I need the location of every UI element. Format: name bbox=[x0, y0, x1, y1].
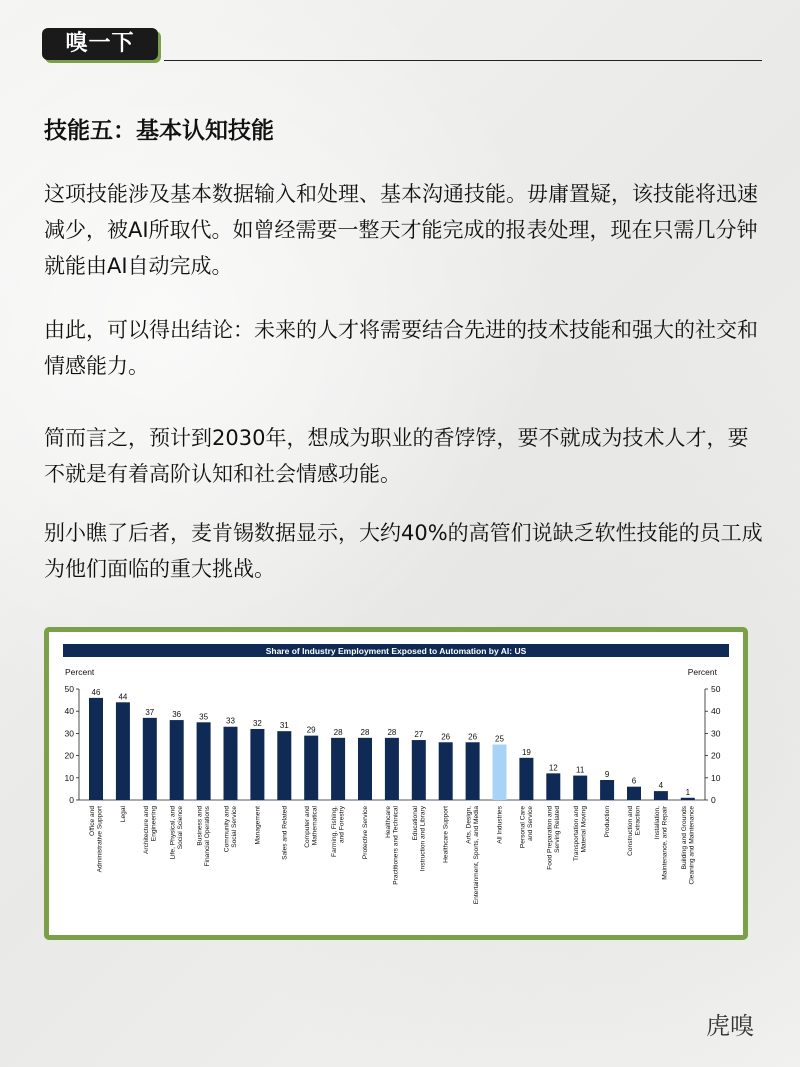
x-tick-label-line: All Industries bbox=[496, 806, 504, 844]
bar bbox=[250, 729, 264, 800]
x-tick-label-line: Business and bbox=[196, 806, 204, 846]
bar bbox=[493, 745, 507, 801]
x-tick-label-line: Entertainment, Sports, and Media bbox=[473, 806, 481, 905]
x-tick-label-line: Management bbox=[254, 806, 262, 845]
x-tick-label-line: Mathematical bbox=[311, 806, 319, 846]
x-tick-label bbox=[170, 806, 185, 860]
header-divider bbox=[164, 60, 762, 61]
x-tick-label bbox=[466, 806, 481, 905]
y-tick-label-left: 0 bbox=[69, 795, 74, 805]
x-tick-label bbox=[497, 805, 504, 843]
bar-value-label: 36 bbox=[172, 710, 182, 720]
bar bbox=[466, 742, 480, 800]
x-tick-label-line: Production bbox=[604, 806, 612, 838]
bar bbox=[654, 791, 668, 800]
x-tick-label-line: Healthcare Support bbox=[442, 806, 450, 863]
bar bbox=[89, 698, 103, 800]
x-tick-label bbox=[254, 806, 261, 845]
bar-value-label: 1 bbox=[685, 787, 691, 797]
x-tick-label-line: Community and bbox=[223, 806, 231, 853]
x-tick-label-line: Transportation and bbox=[573, 806, 581, 862]
x-tick-label bbox=[89, 806, 104, 873]
x-tick-label-line: Administrative Support bbox=[96, 806, 104, 873]
x-tick-label-line: Financial Operations bbox=[204, 806, 212, 867]
bar-value-label: 4 bbox=[658, 781, 664, 791]
bar-value-label: 6 bbox=[631, 776, 637, 786]
bar bbox=[412, 740, 426, 800]
bar bbox=[331, 738, 345, 800]
y-tick-label-right: 50 bbox=[711, 684, 721, 694]
x-tick-label bbox=[443, 806, 450, 863]
chart-frame bbox=[44, 627, 748, 940]
x-tick-label bbox=[120, 805, 127, 822]
x-tick-label-line: Maintenance, and Repair bbox=[661, 806, 669, 880]
x-tick-label-line: Protective Service bbox=[362, 806, 369, 860]
y-tick-label-right: 0 bbox=[711, 795, 716, 805]
x-tick-label bbox=[654, 805, 669, 879]
chart-title: Share of Industry Employment Exposed to Automation by AI: US bbox=[265, 646, 527, 656]
x-tick-label-line: Material Moving bbox=[580, 806, 588, 853]
bar-value-label: 35 bbox=[199, 712, 209, 722]
bar-value-label: 44 bbox=[118, 692, 128, 702]
x-tick-label-line: Sales and Related bbox=[281, 806, 289, 860]
bar bbox=[170, 720, 184, 800]
x-tick-label bbox=[604, 806, 611, 838]
x-tick-label bbox=[143, 806, 158, 854]
y-tick-label-left: 50 bbox=[64, 684, 74, 694]
x-tick-label-line: Engineering bbox=[150, 806, 158, 842]
bar-value-label: 28 bbox=[387, 727, 397, 737]
x-tick-label-line: Social Science bbox=[177, 806, 185, 850]
x-tick-label-line: Cleaning and Maintenance bbox=[688, 806, 696, 885]
x-tick-label-line: Office and bbox=[89, 806, 96, 836]
x-tick-label bbox=[304, 805, 319, 847]
x-tick-label-line: Farming, Fishing, bbox=[331, 806, 339, 857]
x-tick-label-line: Architecture and bbox=[142, 806, 150, 855]
y-tick-label-right: 20 bbox=[711, 750, 721, 761]
x-tick-label bbox=[412, 805, 427, 871]
bar-value-label: 25 bbox=[495, 734, 504, 744]
watermark-logo: 虎嗅 bbox=[706, 1012, 754, 1040]
bar bbox=[116, 702, 130, 800]
bar bbox=[385, 738, 399, 800]
y-tick-label-left: 10 bbox=[64, 772, 74, 783]
x-tick-label bbox=[362, 806, 369, 859]
bar bbox=[681, 798, 695, 800]
bar-value-label: 29 bbox=[306, 725, 316, 735]
y-tick-label-right: 10 bbox=[711, 772, 721, 783]
y-tick-label-left: 20 bbox=[64, 750, 74, 761]
section-badge: 嗅一下 bbox=[42, 28, 158, 60]
bar-value-label: 33 bbox=[226, 716, 235, 726]
y-axis-label-left: Percent bbox=[65, 667, 95, 677]
x-tick-label-line: Social Service bbox=[231, 806, 238, 848]
x-tick-label-line: Extraction bbox=[634, 806, 642, 836]
bar bbox=[600, 780, 614, 800]
bar bbox=[224, 727, 238, 800]
x-tick-label bbox=[681, 805, 696, 884]
paragraph-1: 这项技能涉及基本数据输入和处理、基本沟通技能。毋庸置疑，该技能将迅速减少，被AI所取代。如曾经需要一整天才能完成的报表处理，现在只需几分钟就能由AI自动完成。 bbox=[44, 182, 758, 278]
x-tick-label-line: Arts, Design, bbox=[465, 806, 473, 844]
bar-value-label: 27 bbox=[414, 730, 424, 740]
x-tick-label-line: and Forestry bbox=[338, 806, 346, 844]
bar bbox=[358, 738, 372, 800]
bar-value-label: 26 bbox=[468, 732, 478, 742]
bar-value-label: 9 bbox=[604, 770, 610, 780]
x-tick-label-line: Healthcare bbox=[384, 806, 392, 838]
x-tick-label-line: Food Preparation and bbox=[546, 806, 554, 870]
bar-value-label: 37 bbox=[145, 707, 155, 717]
bar-value-label: 32 bbox=[252, 718, 262, 728]
x-tick-label-line: Instruction and Library bbox=[419, 806, 427, 872]
x-tick-label bbox=[627, 806, 642, 856]
y-tick-label-right: 40 bbox=[711, 706, 721, 717]
bar bbox=[277, 731, 291, 800]
x-tick-label-line: Practitioners and Technical bbox=[392, 806, 400, 885]
x-tick-label bbox=[331, 805, 346, 857]
automation-exposure-chart bbox=[49, 632, 743, 935]
x-tick-label bbox=[519, 806, 534, 848]
bar bbox=[519, 758, 533, 800]
x-tick-label-line: Legal bbox=[119, 806, 127, 823]
x-tick-label-line: Installation, bbox=[653, 806, 661, 840]
bar bbox=[304, 736, 318, 800]
x-tick-label-line: Serving Related bbox=[553, 806, 561, 853]
bar-value-label: 31 bbox=[279, 721, 289, 731]
x-tick-label bbox=[573, 806, 588, 861]
y-tick-label-left: 40 bbox=[64, 706, 74, 717]
y-tick-label-right: 30 bbox=[711, 728, 721, 739]
bar bbox=[573, 776, 587, 800]
x-tick-label-line: Educational bbox=[411, 806, 419, 841]
x-tick-label bbox=[385, 805, 400, 884]
bar-value-label: 19 bbox=[521, 747, 531, 757]
x-tick-label-line: and Service bbox=[526, 806, 534, 841]
x-tick-label-line: Construction and bbox=[627, 806, 634, 856]
paragraph-3: 简而言之，预计到2030年，想成为职业的香饽饽，要不就成为技术人才，要不就是有着高阶认知和社会情感功能。 bbox=[44, 426, 749, 486]
y-tick-label-left: 30 bbox=[64, 728, 74, 739]
bar bbox=[143, 718, 157, 800]
bar bbox=[546, 773, 560, 800]
x-tick-label-line: Building and Grounds bbox=[680, 806, 688, 870]
bar bbox=[197, 722, 211, 800]
bar-value-label: 11 bbox=[576, 765, 585, 775]
bar-value-label: 28 bbox=[333, 727, 343, 737]
paragraph-2: 由此，可以得出结论：未来的人才将需要结合先进的技术技能和强大的社交和情感能力。 bbox=[44, 318, 758, 378]
x-tick-label bbox=[224, 806, 239, 853]
section-title: 技能五：基本认知技能 bbox=[44, 118, 274, 144]
x-tick-label-line: Life, Physical, and bbox=[169, 806, 177, 860]
bar-value-label: 26 bbox=[441, 732, 451, 742]
x-tick-label-line: Personal Care bbox=[519, 806, 527, 849]
paragraph-4: 别小瞧了后者，麦肯锡数据显示，大约40%的高管们说缺乏软性技能的员工成为他们面临的重大挑战。 bbox=[44, 521, 763, 581]
y-axis-label-right: Percent bbox=[687, 667, 717, 677]
bar-value-label: 12 bbox=[548, 763, 558, 773]
bar bbox=[627, 787, 641, 800]
x-tick-label bbox=[281, 806, 288, 860]
x-tick-label bbox=[197, 805, 212, 866]
x-tick-label bbox=[546, 806, 561, 870]
bar bbox=[439, 742, 453, 800]
bar-value-label: 28 bbox=[360, 727, 370, 737]
x-tick-label-line: Computer and bbox=[304, 806, 312, 848]
bar-value-label: 46 bbox=[91, 687, 101, 697]
